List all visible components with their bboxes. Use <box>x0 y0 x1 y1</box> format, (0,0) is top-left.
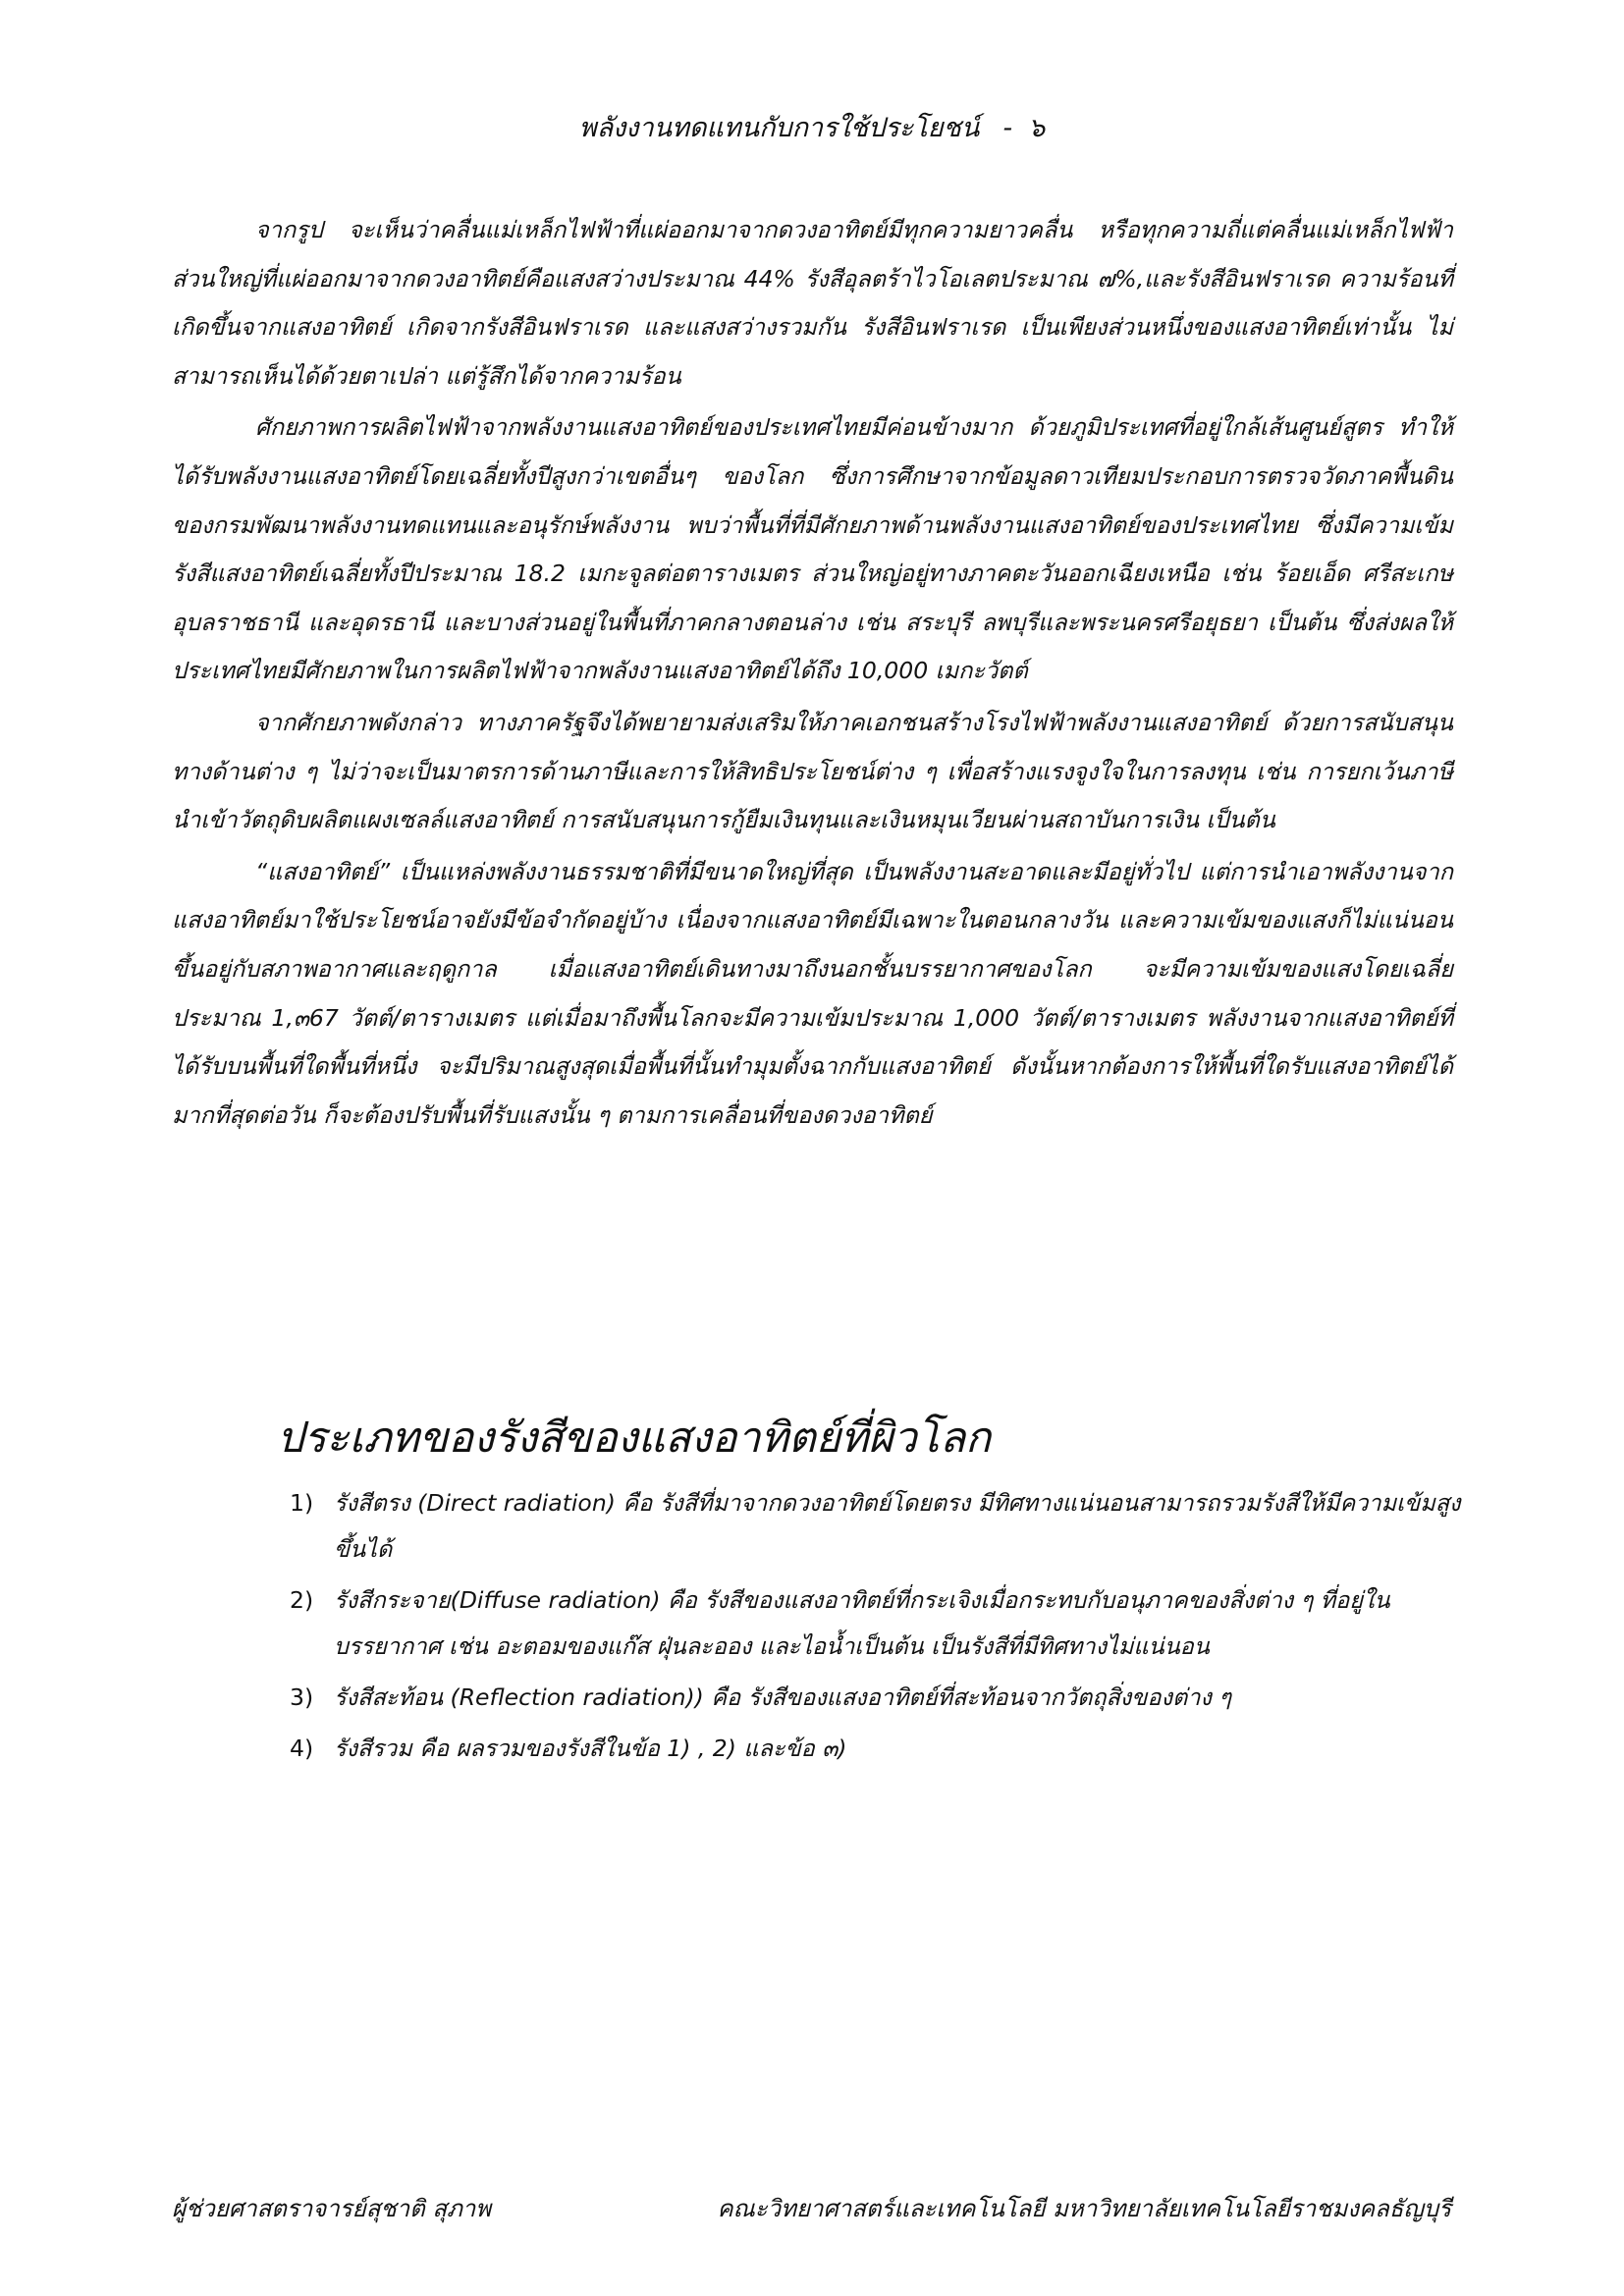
list-item <box>290 1675 1463 1721</box>
header-title: พลังงานทดแทนกับการใช้ประโยชน์ <box>578 113 980 143</box>
paragraph: จากศักยภาพดังกล่าว ทางภาครัฐจึงได้พยายามส่งเสริมให้ภาคเอกชนสร้างโรงไฟฟ้าพลังงานแสงอาทิตย์ ด้วยการสนับสนุนทางด้านต่าง ๆ ไม่ว่าจะเป็นมาตรการด้านภาษีและการให้สิทธิประโยชน์ต่าง ๆ เพื่อสร้างแรงจูงใจในการลงทุน เช่น การยกเว้นภาษีนำเข้าวัตถุดิบผลิตแผงเซลล์แสงอาทิตย์ การสนับสนุนการกู้ยืมเงินทุนและเงินหมุนเวียนผ่านสถาบันการเงิน เป็นต้น <box>172 708 1453 834</box>
header-separator: - <box>1002 113 1013 143</box>
page-header <box>0 106 1624 148</box>
paragraph: จากรูป จะเห็นว่าคลื่นแม่เหล็กไฟฟ้าที่แผ่ออกมาจากดวงอาทิตย์มีทุกความยาวคลื่น หรือทุกความถี่แต่คลื่นแม่เหล็กไฟฟ้าส่วนใหญ่ที่แผ่ออกมาจากดวงอาทิตย์คือแสงสว่างประมาณ 44% รังสีอุลตร้าไวโอเลตประมาณ ๗%,และรังสีอินฟราเรด ความร้อนที่เกิดขึ้นจากแสงอาทิตย์ เกิดจากรังสีอินฟราเรด และแสงสว่างรวมกัน รังสีอินฟราเรด เป็นเพียงส่วนหนึ่งของแสงอาทิตย์เท่านั้น ไม่สามารถเห็นได้ด้วยตาเปล่า แต่รู้สึกได้จากความร้อน <box>172 216 1453 390</box>
list-item-number: 2) <box>290 1586 314 1614</box>
list-item-text: รังสีกระจาย(Diffuse radiation) คือ รังสีของแสงอาทิตย์ที่กระเจิงเมื่อกระทบกับอนุภาคของสิ่งต่าง ๆ ที่อยู่ในบรรยากาศ เช่น อะตอมของแก๊ส ฝุ่นละออง และไอน้ำเป็นต้น เป็นรังสีที่มีทิศทางไม่แน่นอน <box>334 1586 1390 1660</box>
list-item-text: รังสีสะท้อน (Reflection radiation)) คือ รังสีของแสงอาทิตย์ที่สะท้อนจากวัตถุสิ่งของต่าง ๆ <box>334 1683 1231 1711</box>
list-item <box>290 1577 1463 1670</box>
list-item-text: รังสีรวม คือ ผลรวมของรังสีในข้อ 1) , 2) และข้อ ๓) <box>334 1735 847 1762</box>
list-item <box>290 1480 1463 1573</box>
list-item-number: 4) <box>290 1735 314 1762</box>
section-heading: ประเภทของรังสีของแสงอาทิตย์ที่ผิวโลก <box>277 1414 992 1463</box>
list-item <box>290 1726 1463 1772</box>
radiation-type-list <box>290 1480 1463 1777</box>
paragraph: ศักยภาพการผลิตไฟฟ้าจากพลังงานแสงอาทิตย์ของประเทศไทยมีค่อนข้างมาก ด้วยภูมิประเทศที่อยู่ใกล้เส้นศูนย์สูตร ทำให้ได้รับพลังงานแสงอาทิตย์โดยเฉลี่ยทั้งปีสูงกว่าเขตอื่นๆ ของโลก ซึ่งการศึกษาจากข้อมูลดาวเทียมประกอบการตรวจวัดภาคพื้นดินของกรมพัฒนาพลังงานทดแทนและอนุรักษ์พลังงาน พบว่าพื้นที่ที่มีศักยภาพด้านพลังงานแสงอาทิตย์ของประเทศไทย ซึ่งมีความเข้มรังสีแสงอาทิตย์เฉลี่ยทั้งปีประมาณ 18.2 เมกะจูลต่อตารางเมตร ส่วนใหญ่อยู่ทางภาคตะวันออกเฉียงเหนือ เช่น ร้อยเอ็ด ศรีสะเกษ อุบลราชธานี และอุดรธานี และบางส่วนอยู่ในพื้นที่ภาคกลางตอนล่าง เช่น สระบุรี ลพบุรีและพระนครศรีอยุธยา เป็นต้น ซึ่งส่งผลให้ประเทศไทยมีศักยภาพในการผลิตไฟฟ้าจากพลังงานแสงอาทิตย์ได้ถึง 10,000 เมกะวัตต์ <box>172 413 1453 685</box>
footer-author: ผู้ช่วยศาสตราจารย์สุชาติ สุภาพ <box>172 2195 492 2222</box>
body-text <box>172 206 1453 1140</box>
footer-institution: คณะวิทยาศาสตร์และเทคโนโลยี มหาวิทยาลัยเทคโนโลยีราชมงคลธัญบุรี <box>717 2195 1451 2222</box>
list-item-text: รังสีตรง (Direct radiation) คือ รังสีที่มาจากดวงอาทิตย์โดยตรง มีทิศทางแน่นอนสามารถรวมรังสีให้มีความเข้มสูงขึ้นได้ <box>334 1489 1461 1563</box>
paragraph: “แสงอาทิตย์” เป็นแหล่งพลังงานธรรมชาติที่มีขนาดใหญ่ที่สุด เป็นพลังงานสะอาดและมีอยู่ทั่วไป แต่การนำเอาพลังงานจากแสงอาทิตย์มาใช้ประโยชน์อาจยังมีข้อจำกัดอยู่บ้าง เนื่องจากแสงอาทิตย์มีเฉพาะในตอนกลางวัน และความเข้มของแสงก็ไม่แน่นอน ขึ้นอยู่กับสภาพอากาศและฤดูกาล เมื่อแสงอาทิตย์เดินทางมาถึงนอกชั้นบรรยากาศของโลก จะมีความเข้มของแสงโดยเฉลี่ยประมาณ 1,๓67 วัตต์/ตารางเมตร แต่เมื่อมาถึงพื้นโลกจะมีความเข้มประมาณ 1,000 วัตต์/ตารางเมตร พลังงานจากแสงอาทิตย์ที่ได้รับบนพื้นที่ใดพื้นที่หนึ่ง จะมีปริมาณสูงสุดเมื่อพื้นที่นั้นทำมุมตั้งฉากกับแสงอาทิตย์ ดังนั้นหากต้องการให้พื้นที่ใดรับแสงอาทิตย์ได้มากที่สุดต่อวัน ก็จะต้องปรับพื้นที่รับแสงนั้น ๆ ตามการเคลื่อนที่ของดวงอาทิตย์ <box>172 857 1453 1129</box>
page-number: ๖ <box>1028 113 1046 143</box>
list-item-number: 3) <box>290 1683 314 1711</box>
list-item-number: 1) <box>290 1489 314 1517</box>
